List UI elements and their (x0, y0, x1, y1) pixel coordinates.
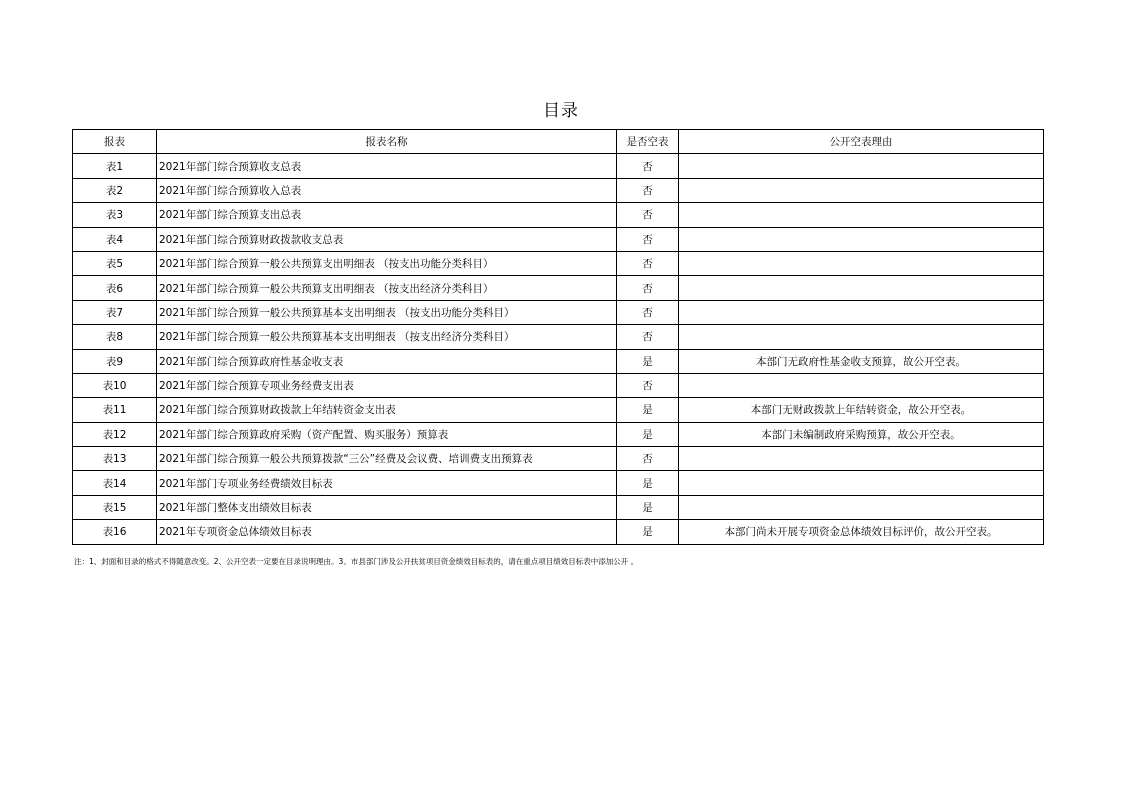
header-empty-reason: 公开空表理由 (679, 130, 1044, 154)
row-empty-reason (679, 495, 1044, 519)
row-empty-reason (679, 154, 1044, 178)
table-row (73, 373, 1044, 397)
table-row (73, 300, 1044, 324)
row-report-id: 表13 (73, 447, 157, 471)
row-empty-reason (679, 300, 1044, 324)
row-report-id: 表4 (73, 227, 157, 251)
table-header-row (73, 130, 1044, 154)
row-empty-reason (679, 373, 1044, 397)
table-row (73, 276, 1044, 300)
row-empty-reason (679, 203, 1044, 227)
page-title: 目录 (543, 101, 579, 121)
row-report-name: 2021年部门综合预算政府采购（资产配置、购买服务）预算表 (157, 422, 617, 446)
row-report-id: 表7 (73, 300, 157, 324)
table-row (73, 422, 1044, 446)
row-report-name: 2021年部门综合预算支出总表 (157, 203, 617, 227)
row-is-empty: 否 (617, 227, 679, 251)
row-empty-reason: 本部门未编制政府采购预算，故公开空表。 (679, 422, 1044, 446)
row-report-id: 表9 (73, 349, 157, 373)
table-row (73, 203, 1044, 227)
table-row (73, 227, 1044, 251)
row-empty-reason (679, 178, 1044, 202)
row-is-empty: 否 (617, 251, 679, 275)
table-row (73, 154, 1044, 178)
row-report-id: 表10 (73, 373, 157, 397)
row-report-name: 2021年部门综合预算收支总表 (157, 154, 617, 178)
header-report-name: 报表名称 (157, 130, 617, 154)
row-report-id: 表16 (73, 520, 157, 544)
row-is-empty: 是 (617, 520, 679, 544)
row-report-name: 2021年部门综合预算财政拨款收支总表 (157, 227, 617, 251)
row-report-name: 2021年部门综合预算一般公共预算拨款“三公”经费及会议费、培训费支出预算表 (157, 447, 617, 471)
row-report-id: 表2 (73, 178, 157, 202)
row-report-id: 表12 (73, 422, 157, 446)
row-is-empty: 否 (617, 178, 679, 202)
row-report-name: 2021年部门综合预算专项业务经费支出表 (157, 373, 617, 397)
row-report-name: 2021年专项资金总体绩效目标表 (157, 520, 617, 544)
row-empty-reason (679, 325, 1044, 349)
row-empty-reason (679, 227, 1044, 251)
row-report-name: 2021年部门综合预算一般公共预算支出明细表 （按支出经济分类科目） (157, 276, 617, 300)
header-is-empty: 是否空表 (617, 130, 679, 154)
row-empty-reason (679, 447, 1044, 471)
row-report-name: 2021年部门综合预算收入总表 (157, 178, 617, 202)
table-row (73, 520, 1044, 544)
row-report-name: 2021年部门整体支出绩效目标表 (157, 495, 617, 519)
row-is-empty: 否 (617, 154, 679, 178)
table-row (73, 495, 1044, 519)
row-report-name: 2021年部门专项业务经费绩效目标表 (157, 471, 617, 495)
row-report-id: 表6 (73, 276, 157, 300)
row-report-id: 表15 (73, 495, 157, 519)
row-report-name: 2021年部门综合预算一般公共预算支出明细表 （按支出功能分类科目） (157, 251, 617, 275)
row-empty-reason (679, 276, 1044, 300)
table-row (73, 178, 1044, 202)
row-empty-reason: 本部门尚未开展专项资金总体绩效目标评价，故公开空表。 (679, 520, 1044, 544)
row-is-empty: 否 (617, 447, 679, 471)
table-row (73, 447, 1044, 471)
row-report-name: 2021年部门综合预算政府性基金收支表 (157, 349, 617, 373)
footnote: 注：1、封面和目录的格式不得随意改变。2、公开空表一定要在目录说明理由。3、市县部门涉及公开扶贫项目资金绩效目标表的，请在重点项目绩效目标表中添加公开 。 (74, 557, 639, 566)
table-row (73, 251, 1044, 275)
catalog-table (72, 129, 1044, 545)
row-is-empty: 否 (617, 276, 679, 300)
row-report-id: 表3 (73, 203, 157, 227)
row-is-empty: 是 (617, 349, 679, 373)
row-empty-reason: 本部门无财政拨款上年结转资金，故公开空表。 (679, 398, 1044, 422)
row-is-empty: 是 (617, 471, 679, 495)
row-report-name: 2021年部门综合预算一般公共预算基本支出明细表 （按支出功能分类科目） (157, 300, 617, 324)
row-is-empty: 否 (617, 203, 679, 227)
row-report-id: 表8 (73, 325, 157, 349)
row-is-empty: 否 (617, 373, 679, 397)
row-is-empty: 是 (617, 422, 679, 446)
header-report-id: 报表 (73, 130, 157, 154)
table-row (73, 398, 1044, 422)
row-is-empty: 是 (617, 495, 679, 519)
row-report-name: 2021年部门综合预算财政拨款上年结转资金支出表 (157, 398, 617, 422)
row-is-empty: 否 (617, 325, 679, 349)
row-is-empty: 是 (617, 398, 679, 422)
row-report-id: 表11 (73, 398, 157, 422)
table-row (73, 349, 1044, 373)
row-report-id: 表14 (73, 471, 157, 495)
row-empty-reason (679, 251, 1044, 275)
table-row (73, 325, 1044, 349)
row-report-id: 表1 (73, 154, 157, 178)
table-row (73, 471, 1044, 495)
row-is-empty: 否 (617, 300, 679, 324)
row-empty-reason (679, 471, 1044, 495)
row-report-id: 表5 (73, 251, 157, 275)
row-empty-reason: 本部门无政府性基金收支预算，故公开空表。 (679, 349, 1044, 373)
row-report-name: 2021年部门综合预算一般公共预算基本支出明细表 （按支出经济分类科目） (157, 325, 617, 349)
